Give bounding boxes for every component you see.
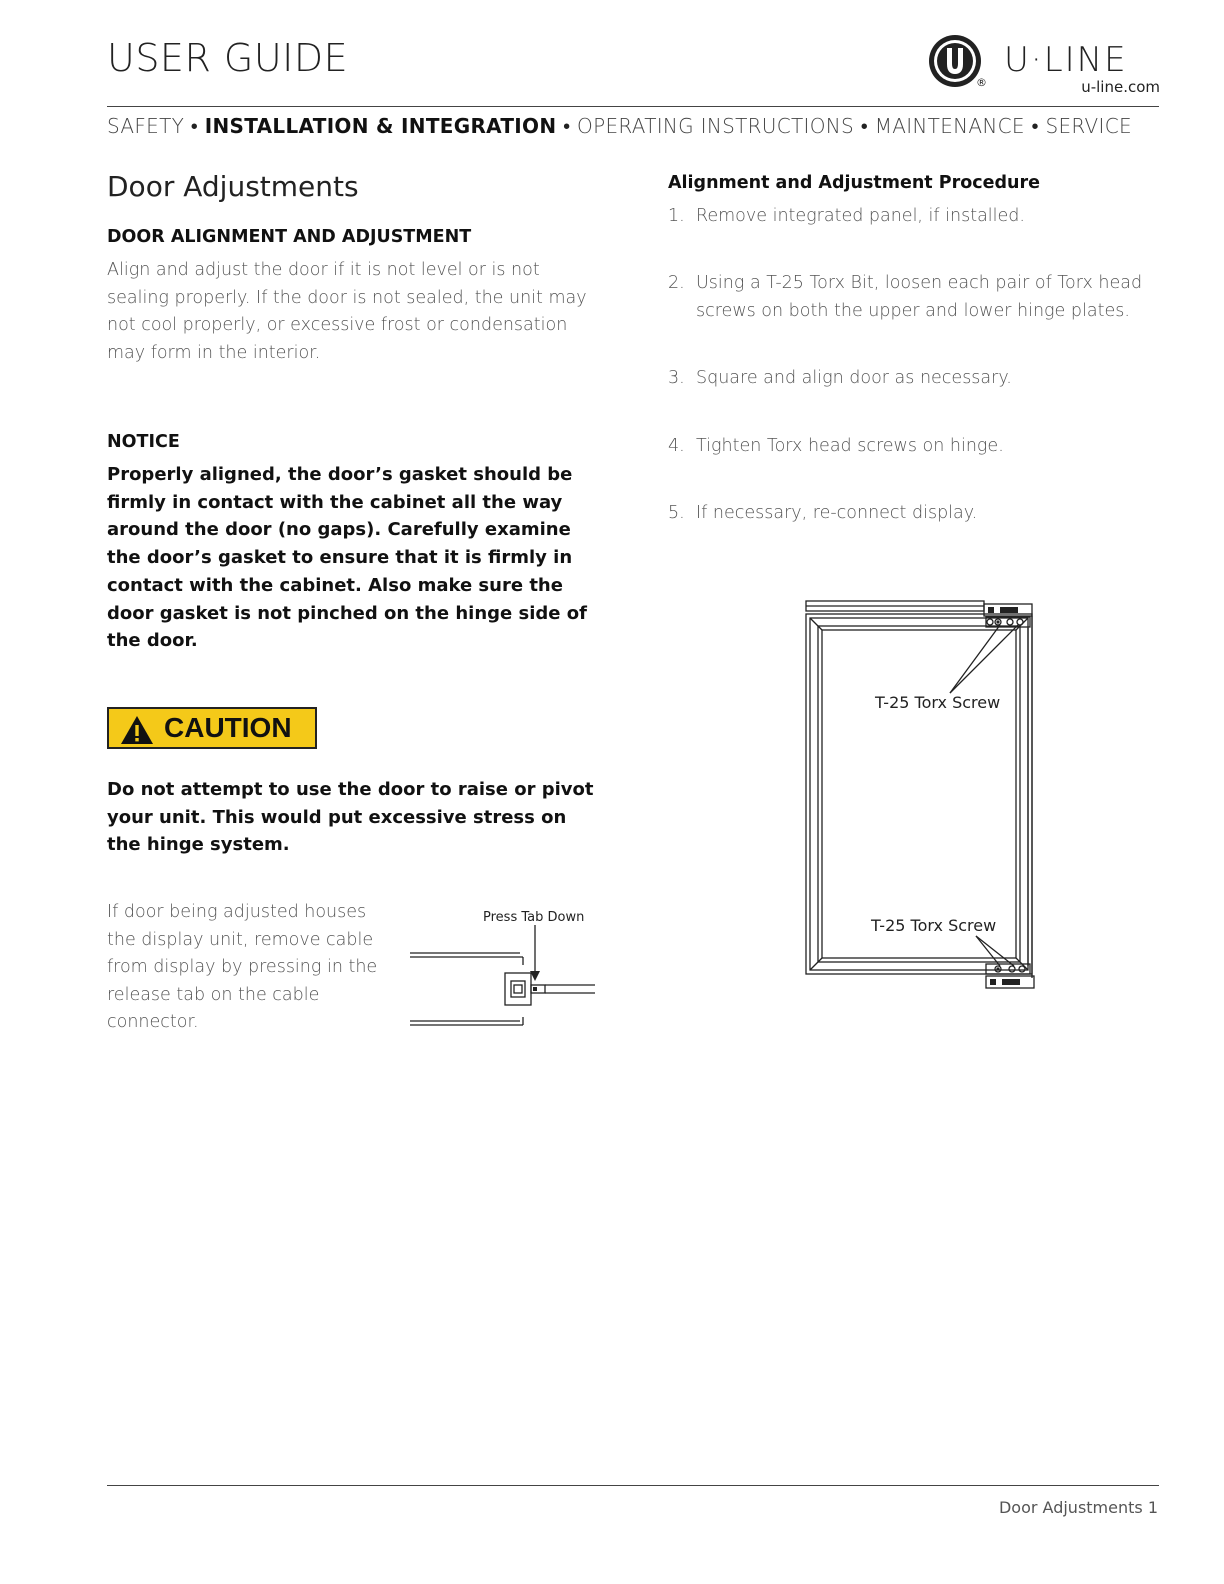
top-torx-screw-label: T-25 Torx Screw xyxy=(875,693,1001,712)
nav-separator: • xyxy=(860,114,869,138)
display-note-text: If door being adjusted houses the display unit, remove cable from display by pressing in the release tab on the cable connector. xyxy=(107,902,378,1032)
nav-item-service[interactable]: SERVICE xyxy=(1045,114,1132,138)
notice-text: Properly aligned, the door’s gasket should be firmly in contact with the cabinet all the way around the door (no gaps). Carefully examine the door’s gasket to ensure that it is firmly in contact with the cabinet. Also make sure the door gasket is not pinched on the hinge side of the door. xyxy=(107,464,587,652)
press-tab-label: Press Tab Down xyxy=(483,910,585,925)
step-number: 2. xyxy=(668,273,685,293)
header-rule xyxy=(107,106,1159,107)
notice-heading: NOTICE xyxy=(107,432,180,452)
footer-rule xyxy=(107,1485,1159,1486)
procedure-heading: Alignment and Adjustment Procedure xyxy=(668,173,1040,193)
website-link[interactable]: u-line.com xyxy=(1081,78,1160,96)
nav-item-maintenance[interactable]: MAINTENANCE xyxy=(874,114,1025,138)
step-number: 4. xyxy=(668,436,685,456)
registered-mark: ® xyxy=(976,76,987,89)
nav-separator: • xyxy=(563,114,571,138)
step-text: If necessary, re-connect display. xyxy=(696,503,978,523)
u-line-logo[interactable] xyxy=(928,34,1160,96)
cable-connector-figure xyxy=(405,905,605,1035)
cable-connector-illustration xyxy=(405,905,605,1035)
section-title: Door Adjustments xyxy=(107,170,359,203)
page-header-title: USER GUIDE xyxy=(107,36,349,80)
step-number: 5. xyxy=(668,503,685,523)
nav-item-operating[interactable]: OPERATING INSTRUCTIONS xyxy=(577,114,855,138)
step-number: 3. xyxy=(668,368,685,388)
intro-paragraph: Align and adjust the door if it is not level or is not sealing properly. If the door is not sealed, the unit may not cool properly, or excessive frost or condensation may form in the interior. xyxy=(107,260,587,363)
caution-label: CAUTION xyxy=(164,712,292,743)
page-footer: Door Adjustments 1 xyxy=(998,1498,1158,1517)
nav-separator: • xyxy=(190,114,199,138)
nav-item-safety[interactable]: SAFETY xyxy=(107,114,185,138)
nav-item-installation[interactable]: INSTALLATION & INTEGRATION xyxy=(204,114,557,138)
logo-wordmark: U·LINE xyxy=(1004,40,1128,80)
section-nav xyxy=(107,114,1132,139)
bottom-torx-screw-label: T-25 Torx Screw xyxy=(871,916,997,935)
step-text: Remove integrated panel, if installed. xyxy=(696,206,1025,226)
step-text: Using a T-25 Torx Bit, loosen each pair of Torx head screws on both the upper and lower hinge plates. xyxy=(696,273,1143,321)
caution-text: Do not attempt to use the door to raise or pivot your unit. This would put excessive stress on the hinge system. xyxy=(107,779,594,856)
door-alignment-heading: DOOR ALIGNMENT AND ADJUSTMENT xyxy=(107,227,472,247)
step-number: 1. xyxy=(668,206,685,226)
caution-badge xyxy=(107,707,317,749)
step-text: Square and align door as necessary. xyxy=(696,368,1012,388)
nav-separator: • xyxy=(1031,114,1039,138)
step-text: Tighten Torx head screws on hinge. xyxy=(696,436,1004,456)
warning-icon xyxy=(120,715,154,745)
door-hinge-figure xyxy=(800,598,1040,993)
